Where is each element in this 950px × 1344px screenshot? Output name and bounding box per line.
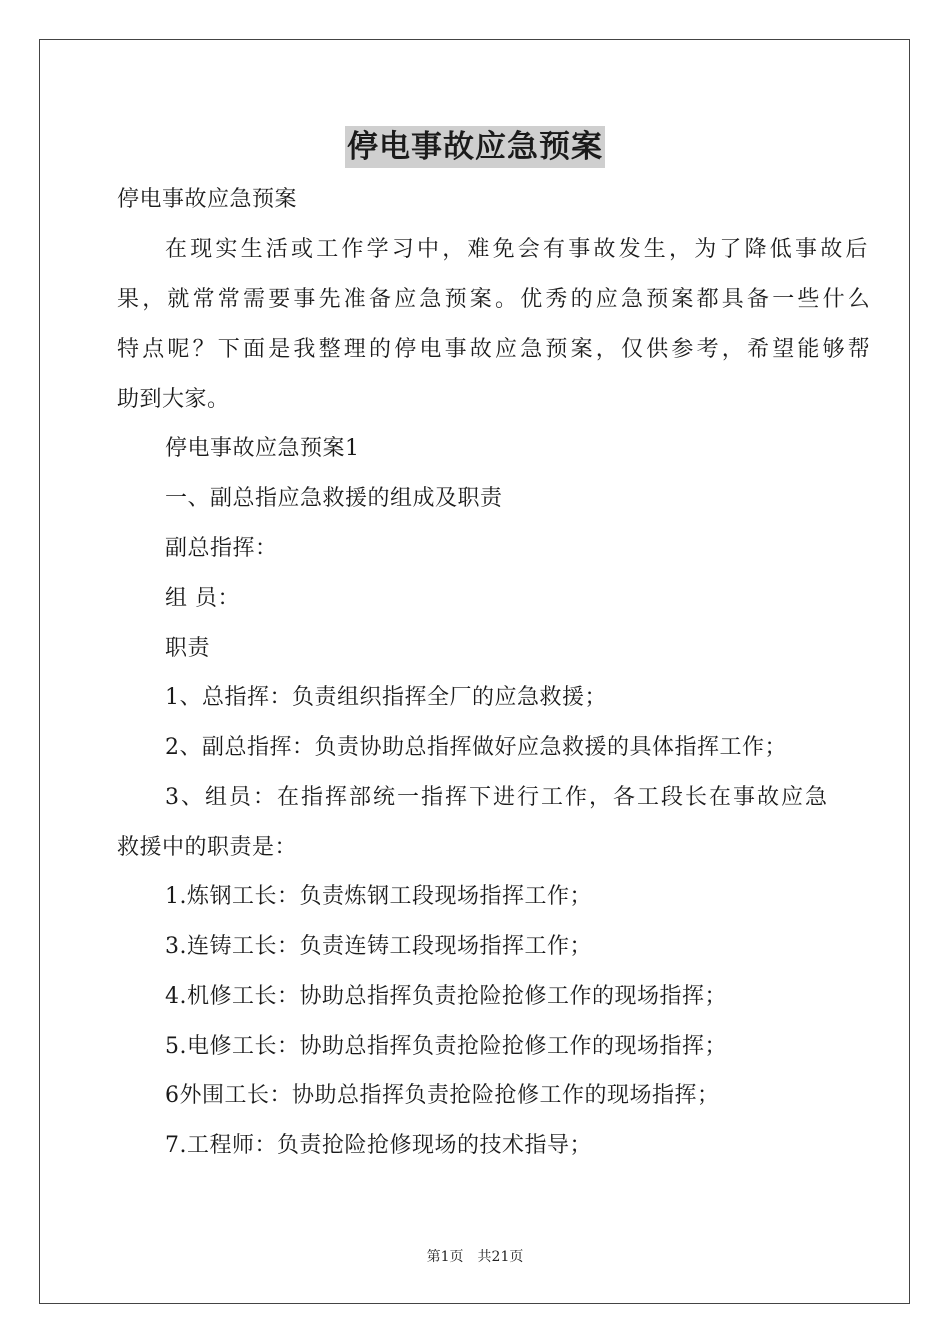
paragraph-line: 特点呢？下面是我整理的停电事故应急预案，仅供参考，希望能够帮 — [117, 337, 874, 362]
paragraph-line: 副总指挥： — [165, 536, 278, 561]
paragraph-line: 果，就常常需要事先准备应急预案。优秀的应急预案都具备一些什么 — [117, 287, 874, 312]
list-item: 1、总指挥：负责组织指挥全厂的应急救援； — [165, 685, 607, 710]
list-item: 6外围工长：协助总指挥负责抢险抢修工作的现场指挥； — [165, 1083, 720, 1108]
page-number: 第1页 共21页 — [426, 1249, 524, 1265]
paragraph-line: 职责 — [165, 636, 211, 661]
list-item: 1.炼钢工长：负责炼钢工段现场指挥工作； — [165, 884, 592, 909]
list-item: 4.机修工长：协助总指挥负责抢险抢修工作的现场指挥； — [165, 984, 727, 1009]
section-heading: 停电事故应急预案1 — [165, 436, 360, 461]
list-item: 2、副总指挥：负责协助总指挥做好应急救援的具体指挥工作； — [165, 735, 787, 760]
list-item: 7.工程师：负责抢险抢修现场的技术指导； — [165, 1133, 592, 1158]
page-border — [39, 39, 910, 1304]
list-item: 3.连铸工长：负责连铸工段现场指挥工作； — [165, 934, 592, 959]
subtitle-line: 停电事故应急预案 — [117, 187, 298, 212]
paragraph-line: 组 员： — [165, 586, 240, 611]
list-item: 3、组员：在指挥部统一指挥下进行工作，各工段长在事故应急 — [165, 785, 829, 810]
paragraph-line: 助到大家。 — [117, 387, 230, 412]
list-item: 救援中的职责是： — [117, 835, 298, 860]
paragraph-line: 在现实生活或工作学习中，难免会有事故发生，为了降低事故后 — [165, 237, 871, 262]
list-item: 5.电修工长：协助总指挥负责抢险抢修工作的现场指挥； — [165, 1034, 727, 1059]
section-heading: 一、副总指应急救援的组成及职责 — [165, 486, 503, 511]
document-title: 停电事故应急预案 — [345, 126, 605, 168]
title-container — [0, 126, 950, 168]
